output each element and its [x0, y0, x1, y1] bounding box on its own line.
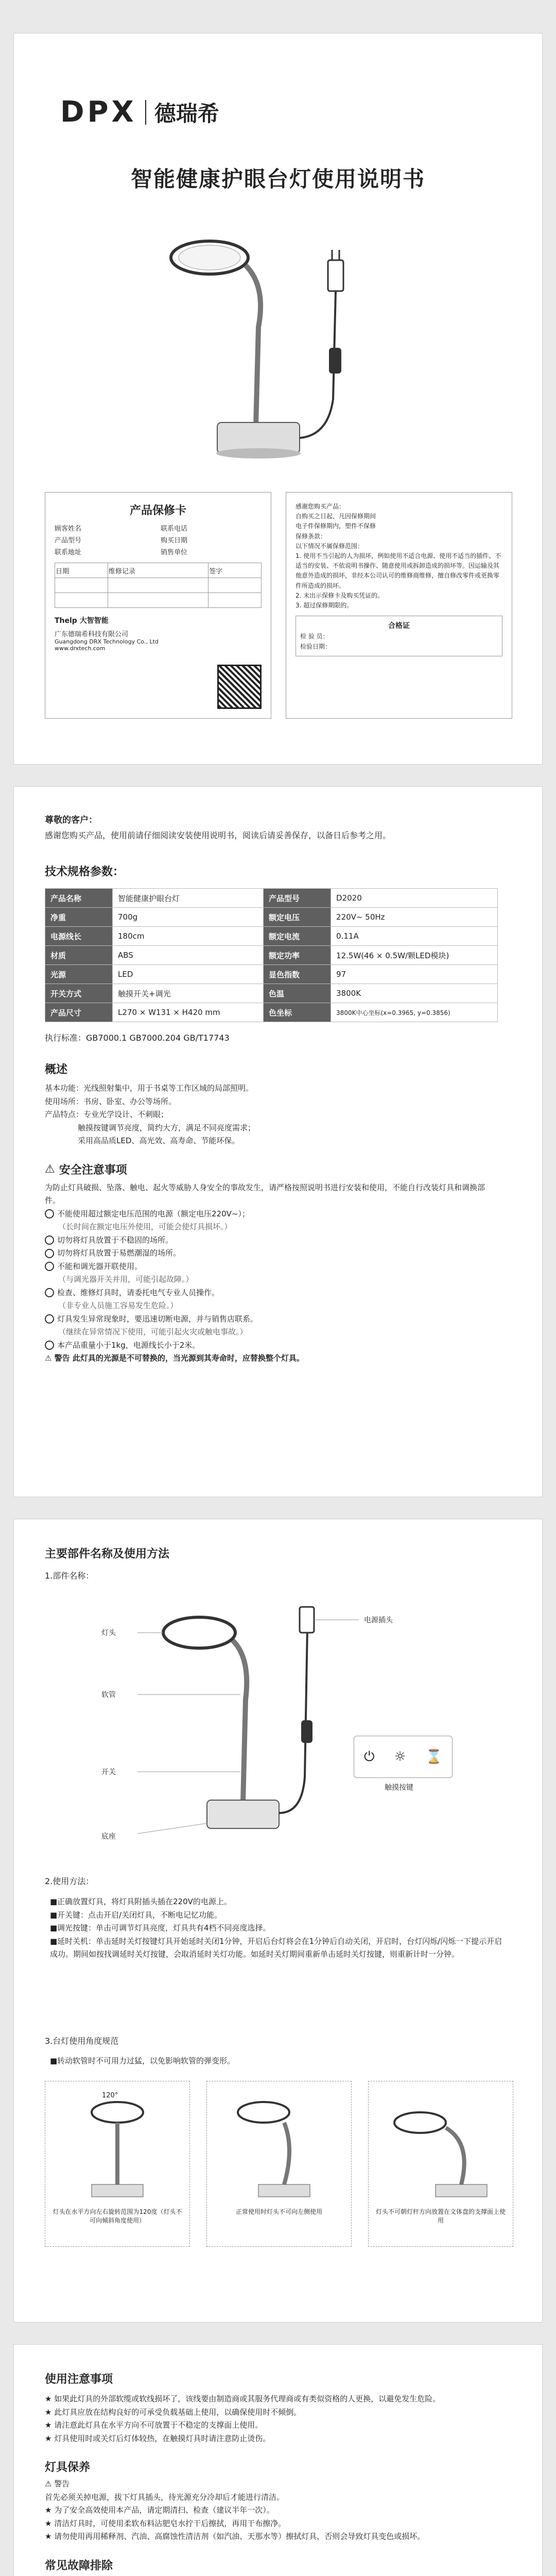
spec-value: D2020 [331, 889, 498, 908]
field-date: 购买日期 [161, 537, 188, 545]
usage-text: 调光按键：单击可调节灯具亮度，灯具共有4档不同亮度选择。 [57, 1923, 271, 1933]
safety-item [45, 1260, 511, 1274]
usage-text: 正确放置灯具，将灯具附插头插在220V的电源上。 [57, 1897, 232, 1906]
warning-icon: ⚠ [45, 2479, 55, 2488]
caption-2: 正常使用时灯头不可向左侧使用 [235, 2208, 322, 2215]
cover-panel [13, 33, 543, 765]
thanks-card [286, 492, 512, 719]
safety-item [45, 1208, 511, 1221]
bullet-icon: ■ [50, 1936, 58, 1946]
bullet-icon: ■ [50, 2056, 58, 2065]
safety-warning [45, 1352, 511, 1365]
safety-note: （长时间在额定电压外使用，可能会使灯具损坏。） [58, 1222, 232, 1232]
label-switch: 开关 [101, 1768, 116, 1776]
prohibit-icon [45, 1288, 54, 1297]
usage-text: 延时关机：单击延时关灯按键灯具开始延时关闭1分钟，开启后台灯将会在1分钟后自动关闭，开启时，台灯闪烁/闪烁一下提示开启成功。期间如按找调延时关灯按键，会取消延时关灯功能。如延时关灯期间重新单击延时关灯按键，则重新计时一分钟。 [50, 1936, 502, 1959]
maintenance-text: 请勿使用再用稀释剂、汽油、高腐蚀性清洁剂（如汽油、天那水等）擦拭灯具，否则会导致灯具变色或损坏。 [54, 2532, 425, 2541]
note-text: 此灯具应放在结构良好的可承受负载基础上使用，以确保使用时不倾倒。 [54, 2407, 302, 2417]
spec-value: 180cm [113, 927, 264, 946]
maintenance-item [45, 2504, 498, 2517]
spec-key: 色坐标 [264, 1003, 331, 1022]
warranty-table [55, 563, 262, 608]
table-row [45, 927, 498, 946]
table-row [45, 946, 498, 965]
maintenance-text: 清洁灯具时，可使用柔软布料沾肥皂水拧干后擦拭，再用干布擦净。 [54, 2518, 286, 2528]
angle-box-2 [206, 2081, 352, 2247]
usage-item [50, 1895, 503, 1909]
table-row [45, 1003, 498, 1022]
angle-box-1 [45, 2081, 190, 2247]
warning-icon: ⚠ [45, 1353, 55, 1363]
prohibit-icon [45, 1262, 54, 1271]
spec-value: ABS [113, 946, 264, 965]
warranty-col-record: 维修记录 [108, 563, 208, 578]
power-icon[interactable]: ⏻ [363, 1749, 375, 1765]
spec-key: 产品型号 [264, 889, 331, 908]
notes-panel [13, 2344, 543, 2576]
angle-illustration-1 [45, 2081, 189, 2205]
safety-item-text: 灯具发生异常现象时，要迅速切断电源，并与销售店联系。 [57, 1314, 258, 1324]
spec-value: 0.11A [331, 927, 498, 946]
overview-line: 使用场所：书房、卧室、办公等场所。 [45, 1096, 177, 1106]
maintenance-warn [45, 2478, 498, 2491]
label-base: 底座 [101, 1833, 116, 1841]
safety-item-text: 检查、维修灯具时，请委托电气专业人员操作。 [57, 1287, 220, 1297]
star-icon: ★ [45, 2407, 55, 2417]
spec-key: 额定电压 [264, 908, 331, 927]
greeting: 尊敬的客户： [45, 815, 97, 825]
bullet-icon: ■ [50, 1923, 58, 1933]
warranty-card [45, 492, 271, 719]
table-row [45, 889, 498, 908]
spec-value: 触摸开关+调光 [113, 984, 264, 1003]
angle-value: 120° [102, 2092, 118, 2099]
prohibit-icon [45, 1314, 54, 1324]
safety-item-text: 不能和调光器开联使用。 [57, 1261, 143, 1271]
safety-item [45, 1339, 511, 1352]
doc-title: 智能健康护眼台灯使用说明书 [130, 166, 425, 192]
field-customer-name: 顾客姓名 [55, 525, 82, 533]
thanks-line: 以下情况不属保修范围： [296, 542, 364, 550]
spec-key: 开关方式 [45, 984, 113, 1003]
warning-icon: ⚠ [45, 1162, 55, 1176]
note-item [45, 2393, 498, 2406]
spec-value: 12.5W(46 × 0.5W/颗LED模块) [331, 946, 498, 965]
parts-step3: 3.台灯使用角度规范 [45, 2036, 119, 2046]
maintenance-item [45, 2517, 498, 2531]
usage-text: 开关键：点击开启/关闭灯具，不断电记忆功能。 [57, 1910, 222, 1920]
prohibit-icon [45, 1341, 54, 1350]
star-icon: ★ [45, 2505, 55, 2515]
maintenance-title: 灯具保养 [45, 2461, 91, 2474]
overview-line: 产品特点：专业光学设计、不刺眼； [45, 1110, 169, 1120]
spec-key: 电源线长 [45, 927, 113, 946]
maintenance-text: 为了安全高效使用本产品，请定期清扫、检查（建议半年一次）。 [54, 2505, 274, 2515]
maintenance-item: 首先必须关掉电源，拔下灯具插头，待光源充分冷却后才能进行清洁。 [45, 2492, 285, 2502]
greeting-body: 感谢您购买产品，使用前请仔细阅读安装使用说明书，阅读后请妥善保存，以备日后参考之用。 [45, 831, 391, 840]
inspector-label: 检 验 员： [300, 633, 329, 640]
caption-3: 灯头不可朝灯杆方向放置在文体盘的支撑面上使用 [375, 2208, 506, 2224]
warranty-tagline: Thelp 大智智能 [55, 617, 109, 625]
overview-line: 触摸按键调节亮度，简约大方，满足不同亮度需求； [78, 1123, 256, 1132]
specs-panel [13, 786, 543, 1497]
overview-title: 概述 [45, 1063, 68, 1077]
maintenance-item [45, 2530, 498, 2544]
safety-item-text: 切勿将灯具放置于不稳固的场所。 [57, 1235, 173, 1245]
safety-item [45, 1247, 511, 1260]
spec-key: 光源 [45, 965, 113, 984]
notes-title: 使用注意事项 [45, 2373, 113, 2386]
parts-step2: 2.使用方法： [45, 1876, 94, 1886]
safety-item [45, 1313, 511, 1326]
safety-note: （非专业人员施工容易发生危险。） [58, 1301, 178, 1311]
field-model: 产品型号 [55, 537, 82, 545]
lamp-neck [246, 265, 260, 425]
usage-list [50, 1895, 503, 1961]
thanks-line: 1. 使用不当引起的人为损坏，例如使用不适合电源、使用不适当的插件、不适当的安装、不依说明书操作、随意使用或拆卸造成的损坏等。因运输及其他意外造成的损坏，非经本公司认可的维修商维修，擅自修改零件或更换零件所造成的损坏。 [296, 552, 501, 589]
parts-panel [13, 1519, 543, 2323]
prohibit-icon [45, 1249, 54, 1258]
bullet-icon: ■ [50, 1910, 58, 1920]
thanks-line: 自购买之日起，凡因保修期间 [296, 513, 376, 520]
star-icon: ★ [45, 2394, 55, 2403]
safety-item [45, 1286, 511, 1300]
brand-name: 德瑞希 [154, 100, 219, 126]
spec-value: L270 × W131 × H420 mm [113, 1003, 264, 1022]
spec-key: 产品名称 [45, 889, 113, 908]
spec-value: 97 [331, 965, 498, 984]
overview-line: 采用高品质LED、高光效、高寿命、节能环保。 [78, 1136, 240, 1146]
label-touch-keys: 触摸按键 [385, 1784, 413, 1792]
safety-item-text: 不能使用超过额定电压范围的电源（额定电压220V~）； [57, 1209, 250, 1218]
thanks-line: 电子件保修期内，塑件不保修 [296, 522, 376, 530]
bullet-icon: ■ [50, 1897, 58, 1906]
star-icon: ★ [45, 2420, 55, 2430]
angle-box-3 [368, 2081, 513, 2247]
prohibit-icon [45, 1235, 54, 1245]
note-text: 如果此灯具的外部软缆或软线损坏了，该线要由制造商或其服务代理商或有类似资格的人更换，以避免发生危险。 [54, 2394, 441, 2403]
safety-item [45, 1234, 511, 1247]
brand-logo [60, 95, 219, 129]
angle-illustration-2 [207, 2081, 351, 2205]
spec-value: 700g [113, 908, 264, 927]
spec-key: 色温 [264, 984, 331, 1003]
power-plug [328, 260, 343, 291]
angle-note-text: 转动软管时不可用力过猛，以免影响软管的弹变形。 [57, 2056, 235, 2065]
label-plug: 电源插头 [364, 1616, 393, 1624]
warranty-heading: 产品保修卡 [129, 504, 186, 517]
thanks-line: 感谢您购买产品： [296, 503, 345, 510]
parts-title: 主要部件名称及使用方法 [45, 1548, 170, 1561]
safety-item-text: 本产品重量小于1kg，电源线长小于2米。 [57, 1340, 200, 1350]
prohibit-icon [45, 1209, 54, 1218]
warranty-col-date: 日期 [55, 563, 108, 578]
note-text: 请注意此灯具在水平方向不可放置于不稳定的支撑面上使用。 [54, 2420, 263, 2430]
brand-divider [145, 100, 146, 125]
table-row [45, 965, 498, 984]
parts-step1: 1.部件名称： [45, 1571, 94, 1581]
faq-title: 常见故障排除 [45, 2559, 113, 2572]
company-website: www.drxtech.com [55, 645, 106, 652]
spec-value: 智能健康护眼台灯 [113, 889, 264, 908]
safety-title: 安全注意事项 [59, 1163, 127, 1177]
thanks-line: 2. 未出示保修卡及购买凭证的。 [296, 591, 384, 599]
safety-note: （与调光器开关并用，可能引起故障。） [58, 1275, 194, 1284]
parts-diagram [117, 1597, 436, 1854]
table-row [45, 908, 498, 927]
star-icon: ★ [45, 2433, 55, 2443]
spec-key: 产品尺寸 [45, 1003, 113, 1022]
light-icon[interactable]: ☼ [394, 1749, 406, 1765]
angle-note [50, 2055, 235, 2066]
spec-value: 3800K中心坐标(x=0.3965, y=0.3856) [331, 1003, 498, 1022]
company-cn: 广东德瑞希科技有限公司 [55, 631, 129, 638]
spec-value: 3800K [331, 984, 498, 1003]
certificate-box [296, 616, 502, 656]
note-text: 灯具使用时或关灯后灯体较热，在触摸灯具时请注意防止烫伤。 [54, 2433, 271, 2443]
spec-key: 额定功率 [264, 946, 331, 965]
hourglass-icon[interactable]: ⌛ [425, 1749, 443, 1765]
warranty-col-sign: 签字 [208, 563, 262, 578]
note-item [45, 2406, 498, 2419]
star-icon: ★ [45, 2532, 55, 2541]
note-item [45, 2419, 498, 2432]
label-hose: 软管 [101, 1691, 116, 1699]
usage-item [50, 1909, 503, 1922]
caption-1: 灯头在水平方向左右旋转范围为120度（灯头不可向倾斜角度使用） [53, 2208, 182, 2224]
thanks-line: 3. 超过保修期限的。 [296, 601, 353, 609]
spec-key: 显色指数 [264, 965, 331, 984]
maintenance-warn-text: 警告 [54, 2479, 70, 2488]
field-seller: 销售单位 [161, 549, 188, 556]
safety-note: （继续在异常情况下使用，可能引起火灾或触电事故。） [58, 1327, 248, 1337]
touch-panel [354, 1736, 453, 1778]
field-address: 联系地址 [55, 549, 82, 556]
spec-value: LED [113, 965, 264, 984]
safety-warning-text: 警告 此灯具的光源是不可替换的，当光源到其寿命时，应替换整个灯具。 [54, 1353, 304, 1363]
company-en: Guangdong DRX Technology Co., Ltd [55, 638, 159, 645]
inspection-date-label: 检验日期： [300, 642, 332, 650]
spec-key: 材质 [45, 946, 113, 965]
table-row [45, 984, 498, 1003]
safety-intro: 为防止灯具破损、坠落、触电、起火等威胁人身安全的事故发生，请严格按照说明书进行安装和使用，不能自行改装灯具和调换部件。 [45, 1182, 485, 1206]
brand-mark: DPX [60, 95, 137, 129]
specs-title: 技术规格参数： [45, 866, 125, 879]
standards: 执行标准：GB7000.1 GB7000.204 GB/T17743 [45, 1033, 230, 1043]
qr-code-icon [217, 665, 262, 709]
certificate-title: 合格证 [388, 622, 410, 631]
usage-item [50, 1935, 503, 1961]
specs-table [45, 888, 498, 1022]
spec-key: 净重 [45, 908, 113, 927]
angle-illustration-3 [369, 2081, 513, 2205]
overview-line: 基本功能：光线照射集中，用于书桌等工作区域的局部照明。 [45, 1083, 254, 1093]
label-head: 灯头 [101, 1629, 116, 1637]
safety-item-text: 切勿将灯具放置于易燃潮湿的场所。 [57, 1248, 181, 1258]
note-item [45, 2432, 498, 2446]
spec-key: 额定电流 [264, 927, 331, 946]
star-icon: ★ [45, 2518, 55, 2528]
spec-value: 220V~ 50Hz [331, 908, 498, 927]
field-phone: 联系电话 [161, 525, 188, 533]
usage-item [50, 1922, 503, 1935]
lamp-illustration [168, 229, 390, 466]
thanks-line: 保修条款： [296, 532, 327, 540]
